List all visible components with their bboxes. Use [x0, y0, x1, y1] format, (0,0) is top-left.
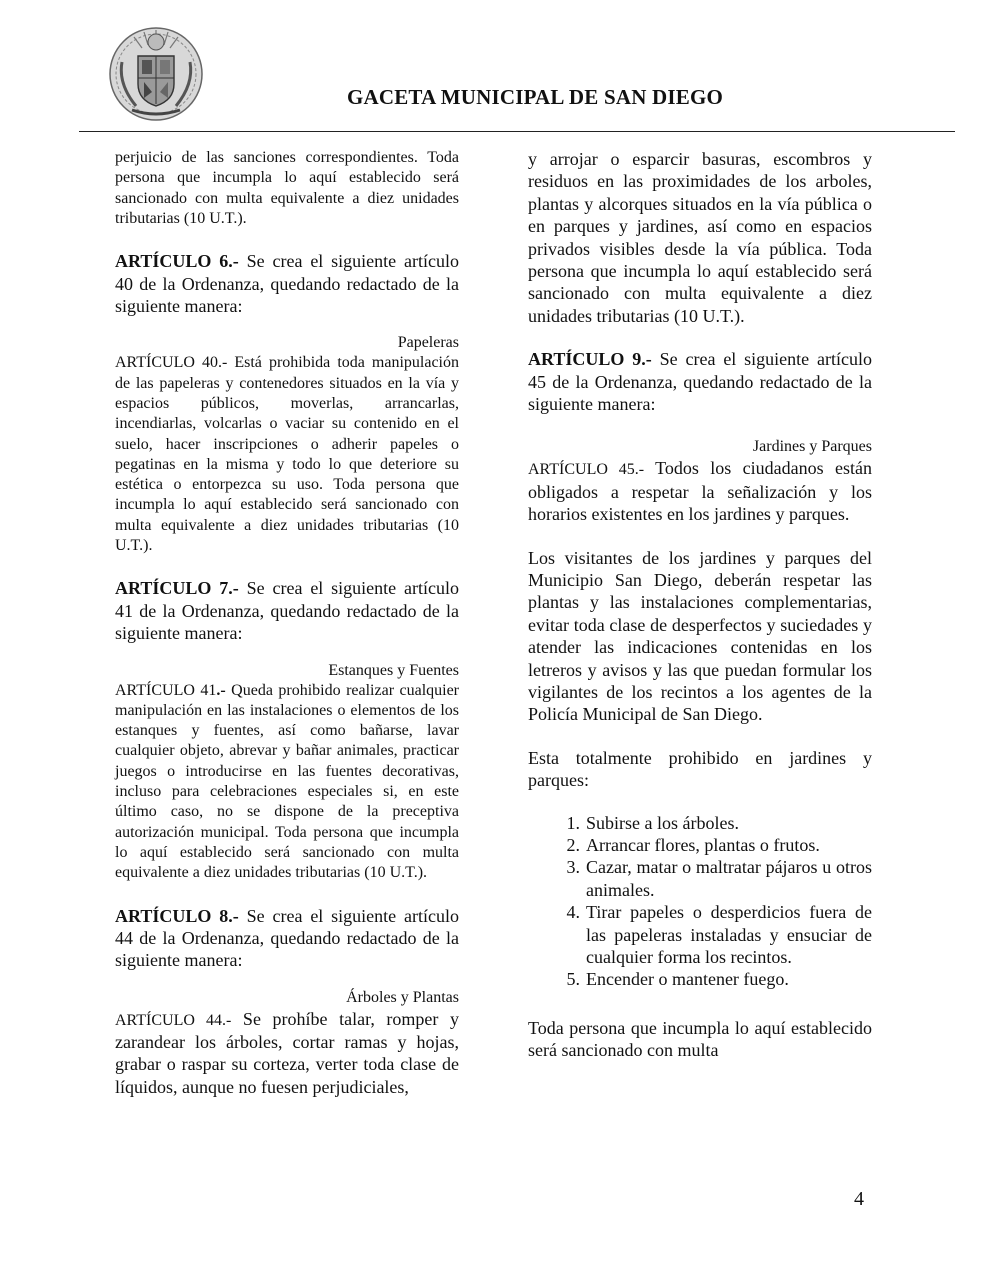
- list-item: [528, 856, 872, 901]
- article-40-title: Papeleras: [397, 334, 459, 352]
- list-item-text: Tirar papeles o desperdicios fuera de las papeleras instaladas y ensuciar de cualquier forma los recintos.: [586, 902, 872, 968]
- article-6-text: Se crea el siguiente artículo 40 de la Ordenanza, quedando redactado de la siguiente manera:: [115, 251, 459, 316]
- left-column: [115, 148, 459, 1098]
- paragraph-continuation: perjuicio de las sanciones correspondientes. Toda persona que incumpla lo aquí establecido será sancionado con multa equivalente a diez unidades tributarias (10 U.T.).: [115, 149, 459, 227]
- article-6-intro: [115, 250, 459, 317]
- article-9-heading: ARTÍCULO 9.-: [528, 349, 652, 370]
- article-44-body: [115, 1008, 459, 1099]
- article-7-intro: [115, 577, 459, 644]
- list-item-number: 5.: [566, 969, 580, 990]
- list-item-text: Arrancar flores, plantas o frutos.: [586, 835, 820, 856]
- list-item: [528, 834, 872, 856]
- list-item: [528, 901, 872, 968]
- article-41-body: [115, 681, 459, 884]
- list-item: [528, 968, 872, 990]
- article-8-intro: [115, 905, 459, 972]
- article-44-text: Se prohíbe talar, romper y zarandear los árboles, cortar ramas y hojas, grabar o raspar su corteza, verter toda clase de líquidos, aunque no fuesen perjudiciales,: [115, 1008, 460, 1097]
- article-7-heading: ARTÍCULO 7.-: [115, 578, 239, 599]
- article-45-title: Jardines y Parques: [752, 438, 872, 456]
- article-45-text: Todos los ciudadanos están obligados a respetar la señalización y los horarios existentes en los jardines y parques.: [528, 458, 872, 525]
- list-item-number: 3.: [566, 857, 580, 878]
- article-44-title: Árboles y Plantas: [346, 988, 459, 1006]
- article-41-title: Estanques y Fuentes: [328, 661, 459, 679]
- article-9-intro: [528, 348, 872, 415]
- article-44-continuation: y arrojar o esparcir basuras, escombros y residuos en las proximidades de los arboles, plantas y alcorques situados en la vía pública o en parques y jardines, así como en espacios privados visibles desde la vía pública. Toda persona que incumpla lo aquí establecido será sancionado con multa equivalente a diez unidades tributarias (10 U.T.).: [528, 149, 872, 326]
- gazette-title: GACETA MUNICIPAL DE SAN DIEGO: [346, 85, 724, 109]
- list-item-text: Encender o mantener fuego.: [586, 969, 789, 990]
- list-item-number: 1.: [566, 812, 580, 833]
- list-item: [528, 812, 872, 834]
- article-44-label: ARTÍCULO 44.-: [115, 1011, 232, 1029]
- article-6-heading: ARTÍCULO 6.-: [115, 251, 239, 272]
- article-9-text: Se crea el siguiente artículo 45 de la Ordenanza, quedando redactado de la siguiente manera:: [528, 349, 872, 415]
- article-41-text: Queda prohibido realizar cualquier manipulación en las instalaciones o elementos de los estanques y fuentes, así como bañarse, lavar cualquier objeto, abrevar y bañar animales, practicar juegos o introducirse en las fuentes decorativas, incluso para celebraciones especiales si, en este último caso, no se dispone de la preceptiva autorización municipal. Toda persona que incumpla lo aquí establecido será sancionado con multa equivalente a diez unidades tributarias (10 U.T.).: [115, 681, 460, 882]
- list-item-number: 2.: [566, 835, 580, 856]
- header-divider: [79, 131, 955, 132]
- list-item-text: Cazar, matar o maltratar pájaros u otros animales.: [586, 857, 872, 900]
- article-41-separator: .-: [216, 681, 226, 699]
- article-45-label: ARTÍCULO 45.-: [528, 461, 645, 479]
- article-8-heading: ARTÍCULO 8.-: [115, 905, 239, 926]
- article-7-text: Se crea el siguiente artículo 41 de la Ordenanza, quedando redactado de la siguiente manera:: [115, 578, 459, 644]
- prohibitions-list: [528, 812, 872, 991]
- right-column: [528, 148, 872, 1062]
- article-40-body: ARTÍCULO 40.- Está prohibida toda manipulación de las papeleras y contenedores situados en la vía y espacios públicos, moverlas, arrancarlas, incendiarlas, volcarlas o vaciar su contenido en el suelo, hacer inscripciones o adherir papeles o pegatinas en la misma y todo lo que deteriore su estética o entorpezca su uso. Toda persona que incumpla lo aquí establecido será sancionado con multa equivalente a diez unidades tributarias (10 U.T.).: [115, 354, 459, 555]
- list-item-text: Subirse a los árboles.: [586, 812, 739, 833]
- article-8-text: Se crea el siguiente artículo 44 de la Ordenanza, quedando redactado de la siguiente manera:: [115, 905, 459, 971]
- page-number: 4: [854, 1188, 864, 1210]
- article-41-label: ARTÍCULO 41: [115, 681, 217, 699]
- prohibitions-intro: Esta totalmente prohibido en jardines y parques:: [528, 747, 872, 791]
- final-paragraph: Toda persona que incumpla lo aquí establecido será sancionado con multa: [528, 1017, 872, 1061]
- list-item-number: 4.: [566, 902, 580, 923]
- visitors-paragraph: Los visitantes de los jardines y parques del Municipio San Diego, deberán respetar las plantas y las instalaciones complementarias, evitar toda clase de desperfectos y suciedades y atender las indicaciones contenidas en los letreros y avisos y las que puedan formular los vigilantes de los recintos a los agentes de la Policía Municipal de San Diego.: [528, 547, 872, 725]
- article-45-body: [528, 457, 872, 525]
